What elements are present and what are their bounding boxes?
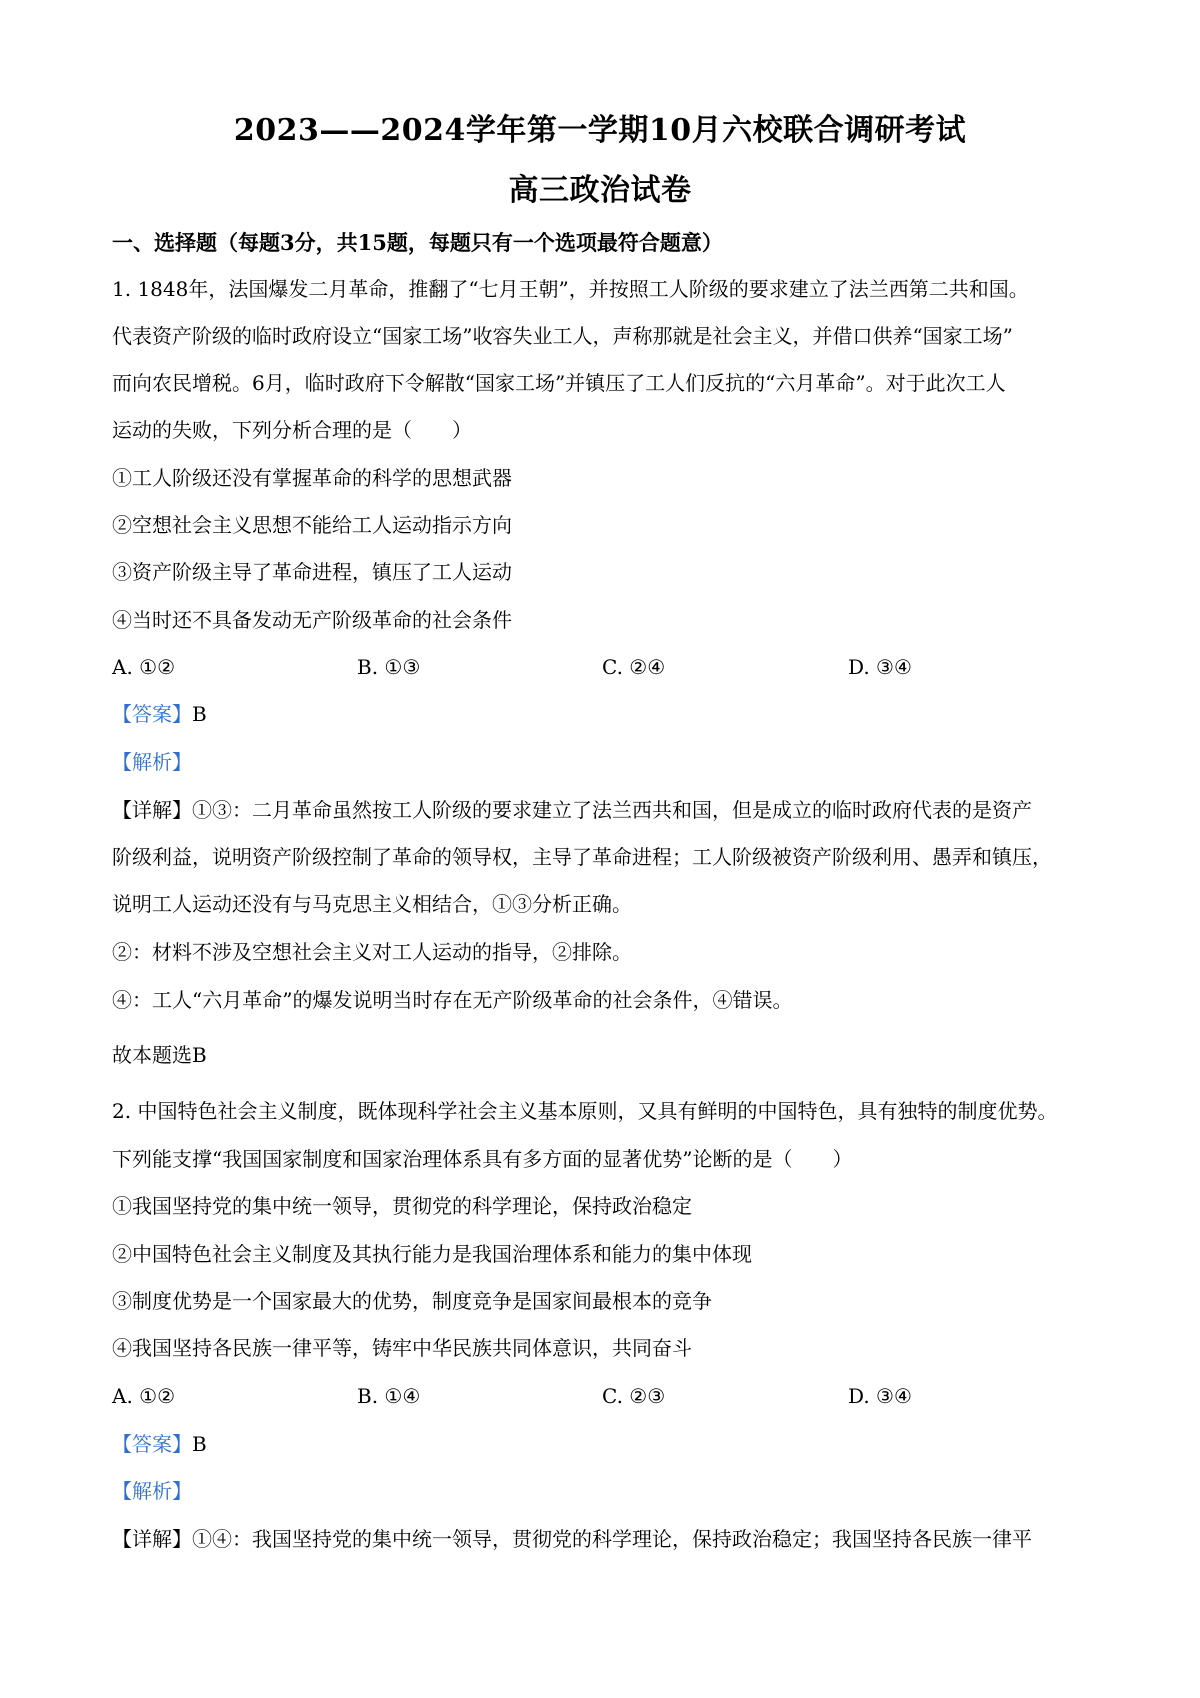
q2-stem-line-1: 2. 中国特色社会主义制度，既体现科学社会主义基本原则，又具有鲜明的中国特色，具有独特的制度优势。 [112, 1099, 1058, 1123]
q1-option-c: C. ②④ [602, 655, 666, 679]
q2-detail-label: 【详解】 [112, 1527, 192, 1551]
q2-answer [112, 1430, 207, 1458]
q1-answer-label: 【答案】 [112, 702, 192, 726]
q2-answer-label: 【答案】 [112, 1432, 192, 1456]
q2-option-c: C. ②③ [602, 1384, 666, 1408]
q1-option-d: D. ③④ [848, 655, 912, 679]
q2-option-d: D. ③④ [848, 1384, 912, 1408]
q1-stem-line-4: 运动的失败，下列分析合理的是（ ） [112, 418, 472, 442]
q1-statement-3: ③资产阶级主导了革命进程，镇压了工人运动 [112, 560, 512, 584]
q1-detail-line-3: 说明工人运动还没有与马克思主义相结合，①③分析正确。 [112, 892, 632, 916]
q2-statement-3: ③制度优势是一个国家最大的优势，制度竞争是国家间最根本的竞争 [112, 1289, 712, 1313]
q2-statement-4: ④我国坚持各民族一律平等，铸牢中华民族共同体意识，共同奋斗 [112, 1336, 692, 1360]
q1-conclusion: 故本题选B [112, 1043, 207, 1067]
q1-detail-line-5: ④：工人“六月革命”的爆发说明当时存在无产阶级革命的社会条件，④错误。 [112, 988, 793, 1012]
q1-statement-1: ①工人阶级还没有掌握革命的科学的思想武器 [112, 466, 512, 490]
q1-option-b: B. ①③ [357, 655, 421, 679]
q1-statement-2: ②空想社会主义思想不能给工人运动指示方向 [112, 513, 512, 537]
q1-statement-4: ④当时还不具备发动无产阶级革命的社会条件 [112, 608, 512, 632]
q2-answer-value: B [192, 1432, 207, 1456]
q2-statement-2: ②中国特色社会主义制度及其执行能力是我国治理体系和能力的集中体现 [112, 1242, 752, 1266]
q2-option-b: B. ①④ [357, 1384, 421, 1408]
q2-detail-line-1 [112, 1525, 1032, 1553]
q2-option-a: A. ①② [112, 1384, 176, 1408]
q1-stem-line-1: 1. 1848年，法国爆发二月革命，推翻了“七月王朝”，并按照工人阶级的要求建立了法兰西第二共和国。 [112, 277, 1029, 301]
q1-detail-line-2: 阶级利益，说明资产阶级控制了革命的领导权，主导了革命进程；工人阶级被资产阶级利用、愚弄和镇压， [112, 845, 1052, 869]
q1-answer-value: B [192, 702, 207, 726]
section-heading: 一、选择题（每题3分，共15题，每题只有一个选项最符合题意） [112, 230, 723, 255]
q1-detail-text-1: ①③：二月革命虽然按工人阶级的要求建立了法兰西共和国，但是成立的临时政府代表的是资产 [192, 798, 1032, 822]
q2-detail-text-1: ①④：我国坚持党的集中统一领导，贯彻党的科学理论，保持政治稳定；我国坚持各民族一律平 [192, 1527, 1032, 1551]
q1-analysis-label: 【解析】 [112, 750, 192, 774]
exam-title: 2023——2024学年第一学期10月六校联合调研考试 [233, 113, 967, 148]
q2-stem-line-2: 下列能支撑“我国国家制度和国家治理体系具有多方面的显著优势”论断的是（ ） [112, 1147, 853, 1171]
q1-detail-line-1 [112, 796, 1032, 824]
q1-answer [112, 700, 207, 728]
q1-detail-label: 【详解】 [112, 798, 192, 822]
q1-stem-line-3: 而向农民增税。6月，临时政府下令解散“国家工场”并镇压了工人们反抗的“六月革命”。对于此次工人 [112, 371, 1006, 395]
q1-stem-line-2: 代表资产阶级的临时政府设立“国家工场”收容失业工人，声称那就是社会主义，并借口供养“国家工场” [112, 324, 1013, 348]
q2-statement-1: ①我国坚持党的集中统一领导，贯彻党的科学理论，保持政治稳定 [112, 1194, 692, 1218]
q1-option-a: A. ①② [112, 655, 176, 679]
exam-subtitle: 高三政治试卷 [508, 173, 692, 208]
q2-analysis-label: 【解析】 [112, 1479, 192, 1503]
q1-detail-line-4: ②：材料不涉及空想社会主义对工人运动的指导，②排除。 [112, 940, 632, 964]
